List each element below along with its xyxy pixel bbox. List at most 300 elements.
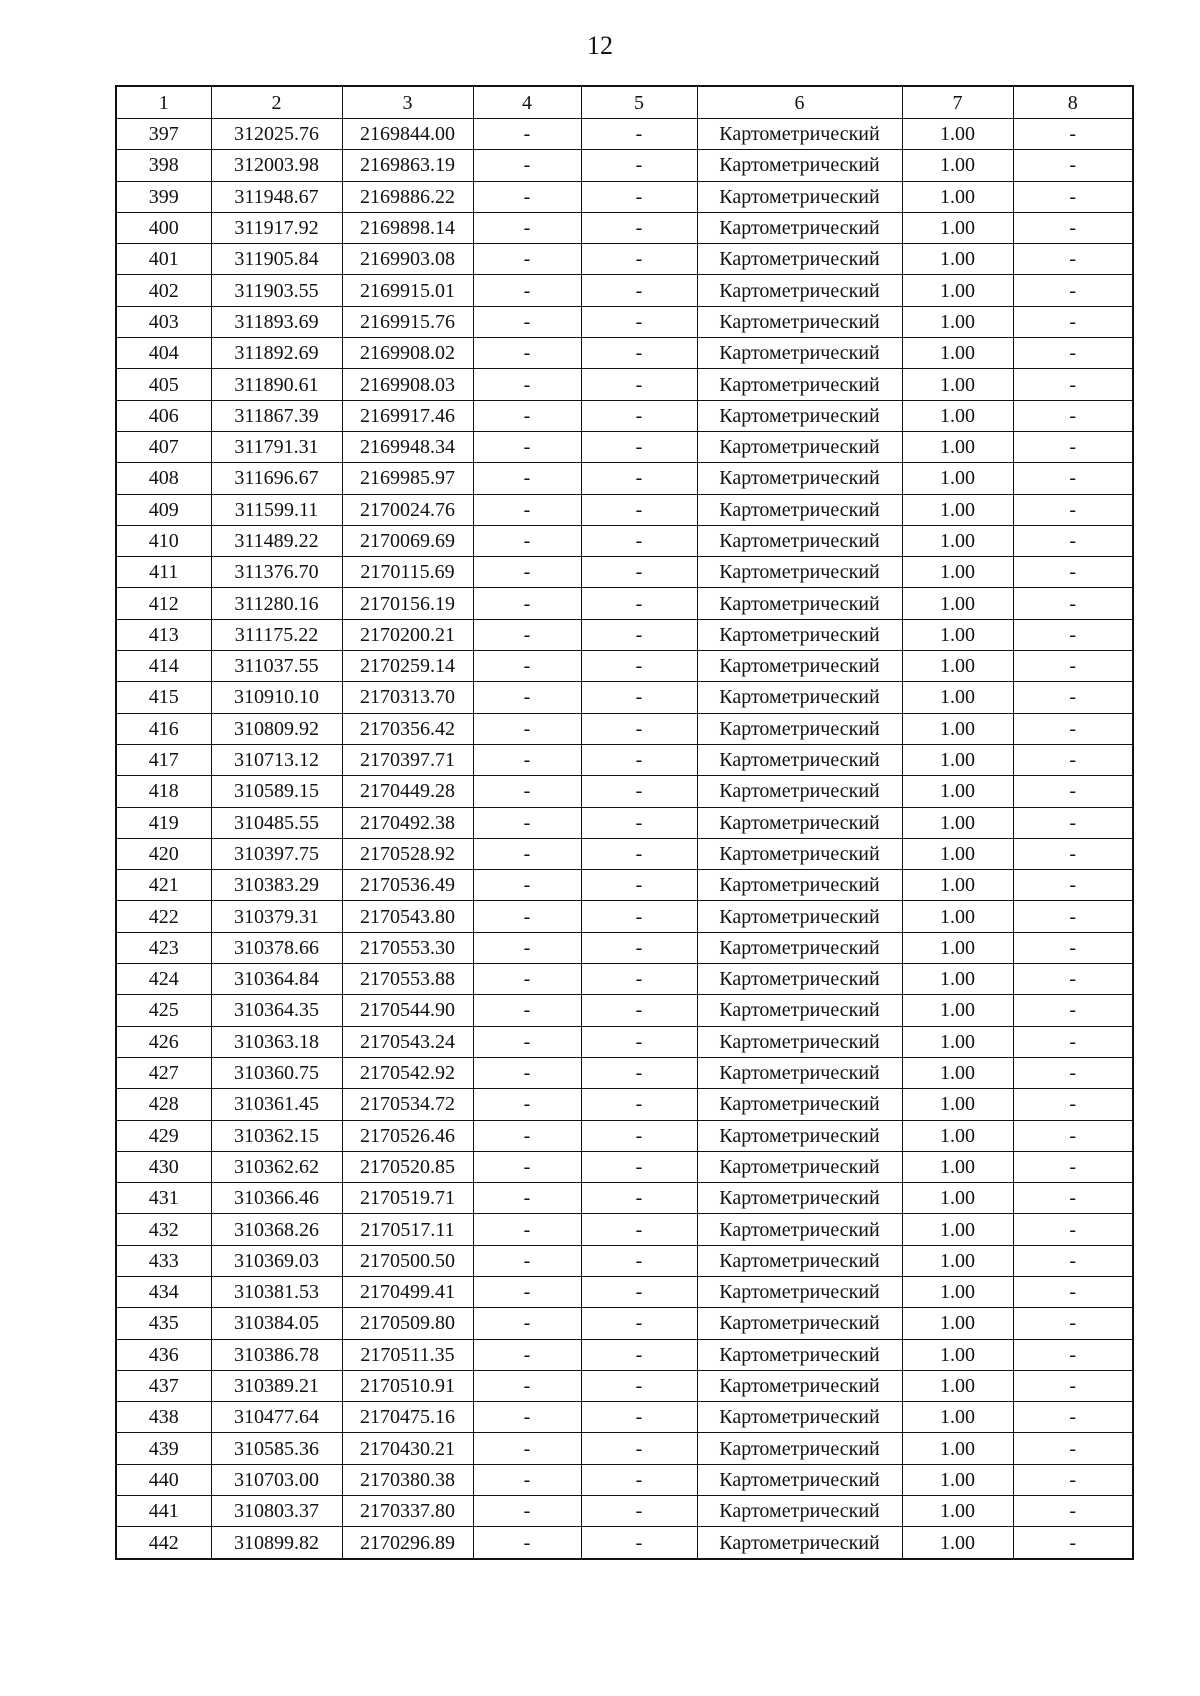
point-number-cell: 429 bbox=[116, 1120, 211, 1151]
y-coordinate-cell: 2170520.85 bbox=[342, 1151, 473, 1182]
point-number-cell: 417 bbox=[116, 744, 211, 775]
col5-cell: - bbox=[581, 494, 697, 525]
col4-cell: - bbox=[473, 1433, 581, 1464]
y-coordinate-cell: 2170543.24 bbox=[342, 1026, 473, 1057]
col5-cell: - bbox=[581, 870, 697, 901]
accuracy-cell: 1.00 bbox=[902, 1057, 1013, 1088]
col5-cell: - bbox=[581, 807, 697, 838]
accuracy-cell: 1.00 bbox=[902, 682, 1013, 713]
column-header-6: 6 bbox=[697, 86, 902, 119]
col8-cell: - bbox=[1013, 1057, 1133, 1088]
table-row bbox=[116, 713, 1133, 744]
method-cell: Картометрический bbox=[697, 1120, 902, 1151]
table-row bbox=[116, 525, 1133, 556]
accuracy-cell: 1.00 bbox=[902, 901, 1013, 932]
table-row bbox=[116, 181, 1133, 212]
point-number-cell: 408 bbox=[116, 463, 211, 494]
y-coordinate-cell: 2170517.11 bbox=[342, 1214, 473, 1245]
col4-cell: - bbox=[473, 964, 581, 995]
x-coordinate-cell: 310803.37 bbox=[211, 1496, 342, 1527]
table-row bbox=[116, 932, 1133, 963]
col4-cell: - bbox=[473, 525, 581, 556]
table-row bbox=[116, 244, 1133, 275]
table-row bbox=[116, 1370, 1133, 1401]
col4-cell: - bbox=[473, 1120, 581, 1151]
col5-cell: - bbox=[581, 1089, 697, 1120]
x-coordinate-cell: 310363.18 bbox=[211, 1026, 342, 1057]
column-header-4: 4 bbox=[473, 86, 581, 119]
x-coordinate-cell: 310389.21 bbox=[211, 1370, 342, 1401]
y-coordinate-cell: 2169886.22 bbox=[342, 181, 473, 212]
col4-cell: - bbox=[473, 119, 581, 150]
col8-cell: - bbox=[1013, 588, 1133, 619]
col8-cell: - bbox=[1013, 1339, 1133, 1370]
col8-cell: - bbox=[1013, 995, 1133, 1026]
x-coordinate-cell: 310379.31 bbox=[211, 901, 342, 932]
x-coordinate-cell: 310809.92 bbox=[211, 713, 342, 744]
y-coordinate-cell: 2170397.71 bbox=[342, 744, 473, 775]
col8-cell: - bbox=[1013, 1245, 1133, 1276]
col8-cell: - bbox=[1013, 1370, 1133, 1401]
col5-cell: - bbox=[581, 275, 697, 306]
col4-cell: - bbox=[473, 400, 581, 431]
col4-cell: - bbox=[473, 713, 581, 744]
col8-cell: - bbox=[1013, 1183, 1133, 1214]
col8-cell: - bbox=[1013, 150, 1133, 181]
method-cell: Картометрический bbox=[697, 275, 902, 306]
x-coordinate-cell: 310362.62 bbox=[211, 1151, 342, 1182]
x-coordinate-cell: 310364.84 bbox=[211, 964, 342, 995]
table-row bbox=[116, 338, 1133, 369]
method-cell: Картометрический bbox=[697, 338, 902, 369]
accuracy-cell: 1.00 bbox=[902, 744, 1013, 775]
col8-cell: - bbox=[1013, 463, 1133, 494]
col8-cell: - bbox=[1013, 212, 1133, 243]
col5-cell: - bbox=[581, 588, 697, 619]
x-coordinate-cell: 310703.00 bbox=[211, 1464, 342, 1495]
table-row bbox=[116, 494, 1133, 525]
x-coordinate-cell: 310589.15 bbox=[211, 776, 342, 807]
y-coordinate-cell: 2170380.38 bbox=[342, 1464, 473, 1495]
method-cell: Картометрический bbox=[697, 181, 902, 212]
point-number-cell: 433 bbox=[116, 1245, 211, 1276]
col4-cell: - bbox=[473, 1308, 581, 1339]
col8-cell: - bbox=[1013, 964, 1133, 995]
method-cell: Картометрический bbox=[697, 807, 902, 838]
accuracy-cell: 1.00 bbox=[902, 1245, 1013, 1276]
col8-cell: - bbox=[1013, 744, 1133, 775]
accuracy-cell: 1.00 bbox=[902, 1339, 1013, 1370]
x-coordinate-cell: 310381.53 bbox=[211, 1276, 342, 1307]
table-row bbox=[116, 838, 1133, 869]
point-number-cell: 423 bbox=[116, 932, 211, 963]
method-cell: Картометрический bbox=[697, 1496, 902, 1527]
col4-cell: - bbox=[473, 1183, 581, 1214]
x-coordinate-cell: 310713.12 bbox=[211, 744, 342, 775]
accuracy-cell: 1.00 bbox=[902, 244, 1013, 275]
col5-cell: - bbox=[581, 1245, 697, 1276]
accuracy-cell: 1.00 bbox=[902, 306, 1013, 337]
y-coordinate-cell: 2170200.21 bbox=[342, 619, 473, 650]
point-number-cell: 439 bbox=[116, 1433, 211, 1464]
table-row bbox=[116, 1339, 1133, 1370]
x-coordinate-cell: 310366.46 bbox=[211, 1183, 342, 1214]
table-row bbox=[116, 1496, 1133, 1527]
col5-cell: - bbox=[581, 838, 697, 869]
y-coordinate-cell: 2170115.69 bbox=[342, 557, 473, 588]
col8-cell: - bbox=[1013, 776, 1133, 807]
table-row bbox=[116, 1402, 1133, 1433]
col8-cell: - bbox=[1013, 619, 1133, 650]
col5-cell: - bbox=[581, 995, 697, 1026]
method-cell: Картометрический bbox=[697, 119, 902, 150]
point-number-cell: 424 bbox=[116, 964, 211, 995]
accuracy-cell: 1.00 bbox=[902, 713, 1013, 744]
column-header-8: 8 bbox=[1013, 86, 1133, 119]
col4-cell: - bbox=[473, 557, 581, 588]
table-row bbox=[116, 400, 1133, 431]
point-number-cell: 430 bbox=[116, 1151, 211, 1182]
y-coordinate-cell: 2170543.80 bbox=[342, 901, 473, 932]
method-cell: Картометрический bbox=[697, 244, 902, 275]
col5-cell: - bbox=[581, 619, 697, 650]
table-body bbox=[116, 119, 1133, 1559]
col5-cell: - bbox=[581, 1464, 697, 1495]
col5-cell: - bbox=[581, 525, 697, 556]
col8-cell: - bbox=[1013, 651, 1133, 682]
col8-cell: - bbox=[1013, 1464, 1133, 1495]
y-coordinate-cell: 2169908.03 bbox=[342, 369, 473, 400]
method-cell: Картометрический bbox=[697, 1308, 902, 1339]
col4-cell: - bbox=[473, 807, 581, 838]
method-cell: Картометрический bbox=[697, 1370, 902, 1401]
x-coordinate-cell: 310910.10 bbox=[211, 682, 342, 713]
method-cell: Картометрический bbox=[697, 1057, 902, 1088]
col8-cell: - bbox=[1013, 1089, 1133, 1120]
col5-cell: - bbox=[581, 150, 697, 181]
y-coordinate-cell: 2169915.76 bbox=[342, 306, 473, 337]
y-coordinate-cell: 2170534.72 bbox=[342, 1089, 473, 1120]
col8-cell: - bbox=[1013, 1527, 1133, 1559]
col4-cell: - bbox=[473, 431, 581, 462]
table-row bbox=[116, 306, 1133, 337]
accuracy-cell: 1.00 bbox=[902, 557, 1013, 588]
table-row bbox=[116, 651, 1133, 682]
col8-cell: - bbox=[1013, 901, 1133, 932]
y-coordinate-cell: 2170500.50 bbox=[342, 1245, 473, 1276]
col8-cell: - bbox=[1013, 525, 1133, 556]
col8-cell: - bbox=[1013, 119, 1133, 150]
x-coordinate-cell: 311376.70 bbox=[211, 557, 342, 588]
y-coordinate-cell: 2169917.46 bbox=[342, 400, 473, 431]
method-cell: Картометрический bbox=[697, 870, 902, 901]
point-number-cell: 397 bbox=[116, 119, 211, 150]
col8-cell: - bbox=[1013, 369, 1133, 400]
col8-cell: - bbox=[1013, 1308, 1133, 1339]
col5-cell: - bbox=[581, 1370, 697, 1401]
accuracy-cell: 1.00 bbox=[902, 369, 1013, 400]
x-coordinate-cell: 311892.69 bbox=[211, 338, 342, 369]
col5-cell: - bbox=[581, 369, 697, 400]
col4-cell: - bbox=[473, 306, 581, 337]
col5-cell: - bbox=[581, 776, 697, 807]
point-number-cell: 418 bbox=[116, 776, 211, 807]
accuracy-cell: 1.00 bbox=[902, 776, 1013, 807]
accuracy-cell: 1.00 bbox=[902, 1183, 1013, 1214]
col8-cell: - bbox=[1013, 557, 1133, 588]
x-coordinate-cell: 311696.67 bbox=[211, 463, 342, 494]
accuracy-cell: 1.00 bbox=[902, 651, 1013, 682]
col5-cell: - bbox=[581, 338, 697, 369]
point-number-cell: 434 bbox=[116, 1276, 211, 1307]
col5-cell: - bbox=[581, 1057, 697, 1088]
method-cell: Картометрический bbox=[697, 1433, 902, 1464]
col4-cell: - bbox=[473, 776, 581, 807]
accuracy-cell: 1.00 bbox=[902, 932, 1013, 963]
x-coordinate-cell: 312025.76 bbox=[211, 119, 342, 150]
col8-cell: - bbox=[1013, 1151, 1133, 1182]
method-cell: Картометрический bbox=[697, 400, 902, 431]
y-coordinate-cell: 2170337.80 bbox=[342, 1496, 473, 1527]
column-header-3: 3 bbox=[342, 86, 473, 119]
table-row bbox=[116, 901, 1133, 932]
x-coordinate-cell: 310368.26 bbox=[211, 1214, 342, 1245]
table-row bbox=[116, 1464, 1133, 1495]
accuracy-cell: 1.00 bbox=[902, 995, 1013, 1026]
col5-cell: - bbox=[581, 1026, 697, 1057]
col5-cell: - bbox=[581, 744, 697, 775]
point-number-cell: 435 bbox=[116, 1308, 211, 1339]
col8-cell: - bbox=[1013, 338, 1133, 369]
method-cell: Картометрический bbox=[697, 557, 902, 588]
accuracy-cell: 1.00 bbox=[902, 494, 1013, 525]
coordinates-table bbox=[115, 85, 1134, 1560]
accuracy-cell: 1.00 bbox=[902, 1276, 1013, 1307]
col4-cell: - bbox=[473, 1527, 581, 1559]
y-coordinate-cell: 2170499.41 bbox=[342, 1276, 473, 1307]
col8-cell: - bbox=[1013, 244, 1133, 275]
table-row bbox=[116, 1057, 1133, 1088]
method-cell: Картометрический bbox=[697, 1402, 902, 1433]
y-coordinate-cell: 2169903.08 bbox=[342, 244, 473, 275]
col4-cell: - bbox=[473, 619, 581, 650]
column-header-7: 7 bbox=[902, 86, 1013, 119]
accuracy-cell: 1.00 bbox=[902, 463, 1013, 494]
y-coordinate-cell: 2170296.89 bbox=[342, 1527, 473, 1559]
accuracy-cell: 1.00 bbox=[902, 619, 1013, 650]
col5-cell: - bbox=[581, 1433, 697, 1464]
y-coordinate-cell: 2170526.46 bbox=[342, 1120, 473, 1151]
accuracy-cell: 1.00 bbox=[902, 1464, 1013, 1495]
col4-cell: - bbox=[473, 244, 581, 275]
table-row bbox=[116, 870, 1133, 901]
col8-cell: - bbox=[1013, 838, 1133, 869]
col5-cell: - bbox=[581, 1339, 697, 1370]
accuracy-cell: 1.00 bbox=[902, 1370, 1013, 1401]
col8-cell: - bbox=[1013, 713, 1133, 744]
accuracy-cell: 1.00 bbox=[902, 1496, 1013, 1527]
table-row bbox=[116, 369, 1133, 400]
col4-cell: - bbox=[473, 463, 581, 494]
table-row bbox=[116, 1183, 1133, 1214]
x-coordinate-cell: 310386.78 bbox=[211, 1339, 342, 1370]
accuracy-cell: 1.00 bbox=[902, 119, 1013, 150]
column-header-2: 2 bbox=[211, 86, 342, 119]
col4-cell: - bbox=[473, 275, 581, 306]
col5-cell: - bbox=[581, 400, 697, 431]
x-coordinate-cell: 311175.22 bbox=[211, 619, 342, 650]
point-number-cell: 400 bbox=[116, 212, 211, 243]
point-number-cell: 407 bbox=[116, 431, 211, 462]
x-coordinate-cell: 310585.36 bbox=[211, 1433, 342, 1464]
col4-cell: - bbox=[473, 1464, 581, 1495]
point-number-cell: 412 bbox=[116, 588, 211, 619]
col5-cell: - bbox=[581, 964, 697, 995]
method-cell: Картометрический bbox=[697, 1245, 902, 1276]
accuracy-cell: 1.00 bbox=[902, 964, 1013, 995]
point-number-cell: 436 bbox=[116, 1339, 211, 1370]
column-header-5: 5 bbox=[581, 86, 697, 119]
table-row bbox=[116, 619, 1133, 650]
col4-cell: - bbox=[473, 1402, 581, 1433]
accuracy-cell: 1.00 bbox=[902, 1402, 1013, 1433]
table-row bbox=[116, 776, 1133, 807]
x-coordinate-cell: 311948.67 bbox=[211, 181, 342, 212]
point-number-cell: 413 bbox=[116, 619, 211, 650]
col4-cell: - bbox=[473, 1370, 581, 1401]
col4-cell: - bbox=[473, 369, 581, 400]
col4-cell: - bbox=[473, 338, 581, 369]
x-coordinate-cell: 312003.98 bbox=[211, 150, 342, 181]
method-cell: Картометрический bbox=[697, 744, 902, 775]
point-number-cell: 425 bbox=[116, 995, 211, 1026]
col5-cell: - bbox=[581, 1308, 697, 1339]
method-cell: Картометрический bbox=[697, 1527, 902, 1559]
method-cell: Картометрический bbox=[697, 932, 902, 963]
table-row bbox=[116, 1151, 1133, 1182]
table-row bbox=[116, 1433, 1133, 1464]
y-coordinate-cell: 2170475.16 bbox=[342, 1402, 473, 1433]
method-cell: Картометрический bbox=[697, 369, 902, 400]
col4-cell: - bbox=[473, 494, 581, 525]
col4-cell: - bbox=[473, 995, 581, 1026]
table-row bbox=[116, 150, 1133, 181]
x-coordinate-cell: 310361.45 bbox=[211, 1089, 342, 1120]
col8-cell: - bbox=[1013, 181, 1133, 212]
accuracy-cell: 1.00 bbox=[902, 431, 1013, 462]
col5-cell: - bbox=[581, 463, 697, 494]
y-coordinate-cell: 2169908.02 bbox=[342, 338, 473, 369]
y-coordinate-cell: 2170313.70 bbox=[342, 682, 473, 713]
point-number-cell: 416 bbox=[116, 713, 211, 744]
col4-cell: - bbox=[473, 682, 581, 713]
accuracy-cell: 1.00 bbox=[902, 212, 1013, 243]
x-coordinate-cell: 310383.29 bbox=[211, 870, 342, 901]
point-number-cell: 399 bbox=[116, 181, 211, 212]
col5-cell: - bbox=[581, 119, 697, 150]
method-cell: Картометрический bbox=[697, 776, 902, 807]
accuracy-cell: 1.00 bbox=[902, 1089, 1013, 1120]
method-cell: Картометрический bbox=[697, 494, 902, 525]
y-coordinate-cell: 2170542.92 bbox=[342, 1057, 473, 1088]
point-number-cell: 402 bbox=[116, 275, 211, 306]
accuracy-cell: 1.00 bbox=[902, 1527, 1013, 1559]
method-cell: Картометрический bbox=[697, 1183, 902, 1214]
method-cell: Картометрический bbox=[697, 682, 902, 713]
col4-cell: - bbox=[473, 1245, 581, 1276]
table-row bbox=[116, 995, 1133, 1026]
col4-cell: - bbox=[473, 744, 581, 775]
accuracy-cell: 1.00 bbox=[902, 807, 1013, 838]
y-coordinate-cell: 2169948.34 bbox=[342, 431, 473, 462]
point-number-cell: 409 bbox=[116, 494, 211, 525]
x-coordinate-cell: 311903.55 bbox=[211, 275, 342, 306]
col8-cell: - bbox=[1013, 1402, 1133, 1433]
point-number-cell: 403 bbox=[116, 306, 211, 337]
accuracy-cell: 1.00 bbox=[902, 1214, 1013, 1245]
y-coordinate-cell: 2170536.49 bbox=[342, 870, 473, 901]
table-row bbox=[116, 463, 1133, 494]
col5-cell: - bbox=[581, 1214, 697, 1245]
table-row bbox=[116, 1245, 1133, 1276]
y-coordinate-cell: 2170024.76 bbox=[342, 494, 473, 525]
method-cell: Картометрический bbox=[697, 431, 902, 462]
point-number-cell: 437 bbox=[116, 1370, 211, 1401]
accuracy-cell: 1.00 bbox=[902, 1151, 1013, 1182]
table-row bbox=[116, 807, 1133, 838]
accuracy-cell: 1.00 bbox=[902, 1308, 1013, 1339]
method-cell: Картометрический bbox=[697, 1089, 902, 1120]
x-coordinate-cell: 310369.03 bbox=[211, 1245, 342, 1276]
col4-cell: - bbox=[473, 1026, 581, 1057]
point-number-cell: 422 bbox=[116, 901, 211, 932]
col5-cell: - bbox=[581, 1402, 697, 1433]
col4-cell: - bbox=[473, 901, 581, 932]
accuracy-cell: 1.00 bbox=[902, 870, 1013, 901]
point-number-cell: 406 bbox=[116, 400, 211, 431]
x-coordinate-cell: 310477.64 bbox=[211, 1402, 342, 1433]
col4-cell: - bbox=[473, 651, 581, 682]
col5-cell: - bbox=[581, 181, 697, 212]
col5-cell: - bbox=[581, 1151, 697, 1182]
x-coordinate-cell: 311905.84 bbox=[211, 244, 342, 275]
point-number-cell: 414 bbox=[116, 651, 211, 682]
x-coordinate-cell: 311791.31 bbox=[211, 431, 342, 462]
col5-cell: - bbox=[581, 1120, 697, 1151]
col4-cell: - bbox=[473, 870, 581, 901]
point-number-cell: 410 bbox=[116, 525, 211, 556]
y-coordinate-cell: 2170430.21 bbox=[342, 1433, 473, 1464]
col4-cell: - bbox=[473, 150, 581, 181]
point-number-cell: 405 bbox=[116, 369, 211, 400]
point-number-cell: 438 bbox=[116, 1402, 211, 1433]
x-coordinate-cell: 311280.16 bbox=[211, 588, 342, 619]
col5-cell: - bbox=[581, 682, 697, 713]
y-coordinate-cell: 2170509.80 bbox=[342, 1308, 473, 1339]
method-cell: Картометрический bbox=[697, 1151, 902, 1182]
table-row bbox=[116, 1214, 1133, 1245]
table-row bbox=[116, 557, 1133, 588]
accuracy-cell: 1.00 bbox=[902, 1120, 1013, 1151]
col5-cell: - bbox=[581, 1183, 697, 1214]
method-cell: Картометрический bbox=[697, 212, 902, 243]
table-row bbox=[116, 744, 1133, 775]
y-coordinate-cell: 2170544.90 bbox=[342, 995, 473, 1026]
accuracy-cell: 1.00 bbox=[902, 400, 1013, 431]
col4-cell: - bbox=[473, 838, 581, 869]
col5-cell: - bbox=[581, 713, 697, 744]
y-coordinate-cell: 2170069.69 bbox=[342, 525, 473, 556]
